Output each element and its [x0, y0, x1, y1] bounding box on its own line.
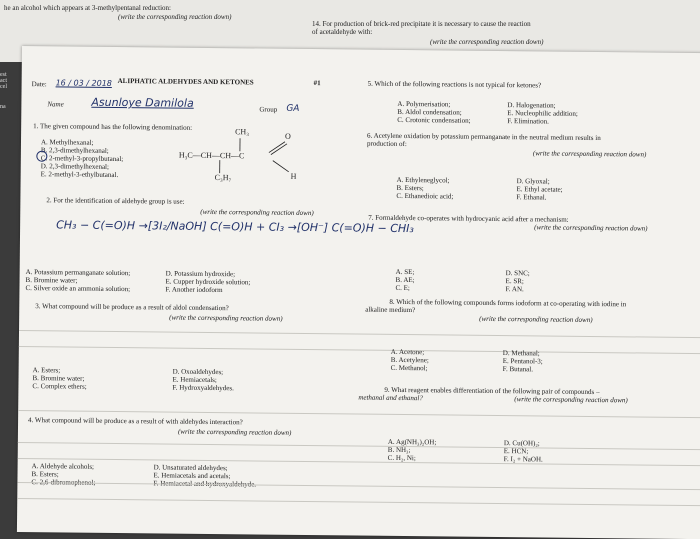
q5-option: A. Polymerisation; [397, 100, 450, 109]
q3-option: F. Hydroxyaldehydes. [172, 384, 234, 393]
answer-line [18, 458, 700, 466]
group-value: GA [286, 104, 299, 114]
q-left-text: he an alcohol which appears at 3-methylpentanal reduction: [4, 4, 171, 12]
q6-option: C. Ethanedioic acid; [396, 192, 453, 201]
q2-option: B. Bromine water; [26, 276, 78, 285]
q9-option: D. Cu(OH)₂; [504, 439, 540, 447]
edge-label: est [0, 72, 12, 78]
q2-option: C. Silver oxide an ammonia solution; [25, 284, 130, 293]
group-label: Group [259, 105, 277, 113]
sheet-number: #1 [314, 79, 321, 87]
structure-ch3: CH₃ [235, 128, 249, 136]
q7-option: F. AN. [505, 285, 523, 293]
answer-line [17, 482, 700, 490]
q2-option: E. Cupper hydroxide solution; [165, 278, 250, 287]
q7-note: (write the corresponding reaction down) [534, 223, 647, 232]
edge-label: cel [0, 84, 12, 90]
q9-option: E. HCN; [504, 447, 529, 455]
q1-option: E. 2-methyl-3-ethylbutanal. [41, 170, 119, 179]
worksheet [17, 46, 700, 539]
structure-o: O [285, 133, 291, 141]
q8-option: B. Acetylene; [391, 356, 429, 364]
q1-text: 1. The given compound has the following denomination: [33, 122, 192, 132]
edge-labels [0, 72, 12, 110]
answer-line [17, 498, 700, 506]
date-label: Date: [32, 80, 47, 88]
q8-option: F. Butanal. [503, 365, 533, 373]
q4-option: D. Unsaturated aldehydes; [154, 463, 228, 472]
q3-option: A. Esters; [33, 366, 61, 374]
q4-note: (write the corresponding reaction down) [178, 428, 291, 437]
edge-label: act [0, 78, 12, 84]
q4-option: B. Esters; [31, 470, 58, 478]
q3-note: (write the corresponding reaction down) [169, 314, 282, 323]
q4-option: A. Aldehyde alcohols; [32, 462, 94, 471]
q3-option: E. Hemiacetals; [172, 376, 216, 384]
structure-h: H [291, 173, 297, 181]
answer-circle-mark [35, 149, 49, 163]
q2-option: A. Potassium permanganate solution; [26, 268, 131, 277]
q8-text: 8. Which of the following compounds forms iodoform at co-operating with iodine in [389, 298, 626, 308]
q7-option: C. E; [395, 284, 409, 292]
q3-option: D. Oxoaldehydes; [173, 368, 224, 377]
q6-option: F. Ethanal. [516, 193, 546, 201]
q2-option: F. Another iodoform [165, 286, 222, 295]
q8-option: E. Pentanol-3; [503, 357, 543, 365]
date-value: 16 / 03 / 2018 [56, 79, 112, 88]
q8-option: D. Methanal; [503, 349, 540, 357]
q7-option: B. AE; [396, 276, 415, 284]
q6-text-2: production of: [367, 140, 407, 148]
answer-line [18, 442, 700, 450]
q5-option: D. Halogenation; [507, 101, 555, 110]
q7-option: E. SR; [506, 277, 524, 285]
q7-option: D. SNC; [506, 269, 530, 277]
q6-option: D. Glyoxal; [517, 177, 550, 185]
q9-text: 9. What reagent enables differentiation of the following pair of compounds – [384, 386, 599, 396]
q9-text-2: methanal and ethanal? [358, 394, 423, 403]
q2-option: D. Potassium hydroxide; [166, 270, 236, 279]
q-left-note: (write the corresponding reaction down) [118, 13, 231, 21]
q6-option: A. Ethyleneglycol; [397, 176, 450, 185]
q2-text: 2. For the identification of aldehyde group is use: [46, 196, 184, 205]
name-value: Asunloye Damilola [91, 97, 193, 110]
q5-option: C. Crotonic condensation; [397, 116, 470, 125]
q4-option: E. Hemiacetals and acetals; [153, 471, 230, 480]
q3-text: 3. What compound will be produce as a result of aldol condensation? [35, 302, 229, 312]
answer-line [19, 346, 700, 354]
q9-option: B. NH₃; [388, 446, 411, 454]
q4-option: F. Hemiacetal and hydroxyaldehyde. [153, 479, 256, 488]
q1-option: A. Methylhexanal; [41, 138, 94, 147]
q14-text: 14. For production of brick-red precipitate it is necessary to cause the reaction [312, 20, 531, 28]
q8-note: (write the corresponding reaction down) [479, 315, 592, 324]
q14-note: (write the corresponding reaction down) [430, 38, 543, 46]
q14-text-2: of acetaldehyde with: [312, 28, 372, 36]
q6-option: B. Esters; [396, 184, 423, 192]
structure-main: H₃C—CH—CH—C [179, 152, 245, 161]
q8-option: A. Acetone; [391, 348, 425, 356]
q5-option: E. Nucleophilic addition; [507, 109, 578, 118]
q4-option: C. 2,6-dibromophenol; [31, 478, 95, 487]
q7-option: A. SE; [396, 268, 415, 276]
q1-option: B. 2,3-dimethylhexanal; [41, 146, 109, 155]
q6-option: E. Ethyl acetate; [516, 185, 562, 193]
q9-note: (write the corresponding reaction down) [514, 395, 627, 404]
q1-option: D. 2,3-dimethylhexenal; [41, 162, 109, 171]
q9-option: F. I₂ + NaOH. [504, 455, 543, 463]
q2-note: (write the corresponding reaction down) [200, 208, 313, 217]
q4-text: 4. What compound will be produce as a result of with aldehydes interaction? [28, 416, 243, 426]
q1-option: C. 2-methyl-3-propylbutanal; [41, 154, 124, 163]
q8-option: C. Methanol; [391, 364, 428, 372]
structure-c3h7: C₃H₇ [215, 174, 232, 182]
handwritten-reaction: CH₃ − C(=O)H →[3I₂/NaOH] C(=O)H + CI₃ →[OH⁻] C(=O)H − CHI₃ [56, 218, 414, 236]
edge-label: na [0, 104, 12, 110]
name-label: Name [47, 100, 63, 108]
q3-option: B. Bromine water; [32, 374, 84, 383]
page-title: ALIPHATIC ALDEHYDES AND KETONES [118, 77, 254, 86]
q5-option: B. Aldol condensation; [397, 108, 461, 117]
q9-option: A. Ag(NH₃)₂OH; [388, 438, 437, 447]
q5-option: F. Elimination. [507, 117, 549, 125]
q5-text: 5. Which of the following reactions is not typical for ketones? [368, 80, 542, 90]
q6-note: (write the corresponding reaction down) [533, 149, 646, 158]
q8-text-2: alkaline medium? [365, 306, 415, 315]
q9-option: C. H₂, Ni; [388, 454, 416, 462]
q7-text: 7. Formaldehyde co-operates with hydrocyanic acid after a mechanism: [368, 214, 568, 224]
answer-line [19, 330, 700, 338]
q3-option: C. Complex ethers; [32, 382, 86, 391]
q6-text: 6. Acetylene oxidation by potassium permanganate in the neutral medium results in [367, 132, 601, 142]
